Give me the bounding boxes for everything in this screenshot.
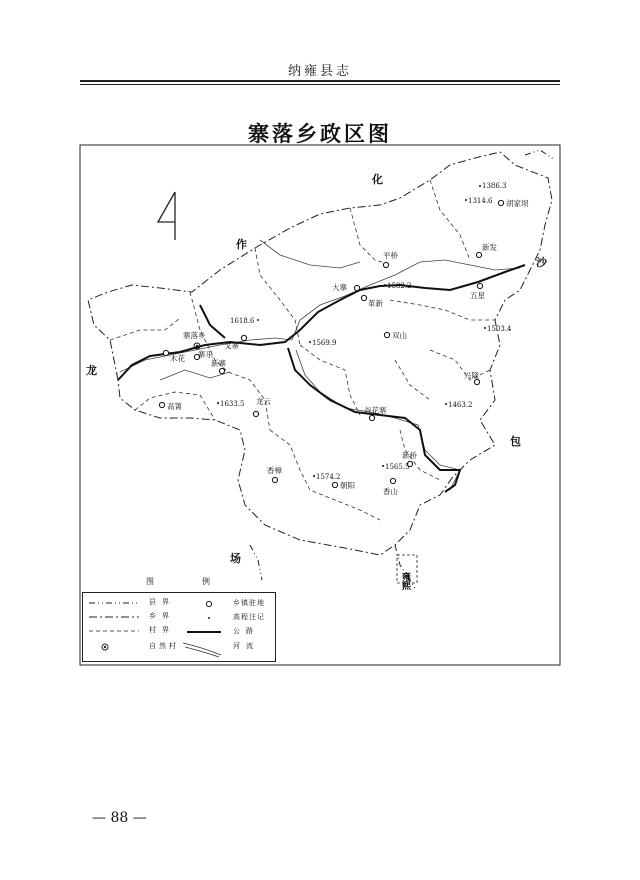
svg-text:1574.2: 1574.2 <box>316 473 341 481</box>
county-boundary <box>250 150 555 588</box>
elev-1463 <box>445 401 473 409</box>
legend-township-seat: 乡镇驻地 <box>233 599 265 607</box>
elevation-points <box>217 182 512 481</box>
place-hujiaba <box>498 198 529 208</box>
svg-text:1582.2: 1582.2 <box>387 282 412 290</box>
place-label: 新桥 <box>402 451 417 460</box>
neighbor-labels <box>86 172 548 565</box>
place-label: 朝阳 <box>340 481 355 490</box>
place-label: 龙云 <box>256 397 271 406</box>
place-label: 大寨 <box>332 283 347 292</box>
village-boundaries <box>110 180 495 520</box>
svg-text:1503.4: 1503.4 <box>487 325 512 333</box>
legend-title-left: 图 <box>146 577 154 586</box>
north-arrow-icon <box>158 192 175 240</box>
place-label: 香山 <box>383 487 398 496</box>
neighbor-long: 龙 <box>86 364 97 377</box>
legend-river: 河流 <box>233 642 259 650</box>
neighbor-yongxi: 雍熙 <box>400 572 410 590</box>
map-title: 寨落乡政区图 <box>248 122 392 146</box>
map-frame <box>80 145 560 665</box>
svg-text:1565.5: 1565.5 <box>385 463 410 471</box>
place-gaoqing <box>159 401 182 411</box>
place-longyun <box>253 396 271 417</box>
place-label: 谷花寨 <box>364 406 387 415</box>
place-label: 寨乐 <box>198 350 213 359</box>
place-label: 革新 <box>368 299 383 308</box>
legend-natural-village: 自然村 <box>149 642 179 650</box>
neighbor-chang: 场 <box>230 552 241 565</box>
place-label: 高箐 <box>167 402 182 411</box>
legend-village-border: 村界 <box>149 626 175 634</box>
elev-1618 <box>230 317 259 325</box>
neighbor-sha: 沙 <box>536 256 547 269</box>
neighbor-zuo: 作 <box>236 238 247 251</box>
elev-1314 <box>465 197 493 205</box>
svg-text:1314.6: 1314.6 <box>468 197 493 205</box>
svg-text:1569.9: 1569.9 <box>312 339 337 347</box>
place-label: 平桥 <box>383 251 398 260</box>
place-label: 木花 <box>170 354 185 363</box>
elev-1633 <box>217 400 245 408</box>
neighbor-bao: 包 <box>510 435 521 448</box>
legend-road: 公路 <box>233 627 259 635</box>
book-header: 纳雍县志 <box>287 64 352 79</box>
place-shuangshan <box>384 330 407 340</box>
elev-1574 <box>313 473 341 481</box>
place-xinglong <box>464 370 480 385</box>
legend-elevation-mark: 高程注记 <box>233 613 265 621</box>
svg-text:1463.2: 1463.2 <box>448 401 473 409</box>
place-guhuazhai <box>364 405 387 421</box>
legend <box>82 592 276 662</box>
place-markers <box>159 198 529 496</box>
place-gexin <box>361 295 383 308</box>
place-xinfa <box>476 242 497 258</box>
place-label: 戈寨 <box>224 341 239 350</box>
elev-1386 <box>479 182 507 190</box>
place-xiangshan <box>383 478 398 496</box>
place-label: 寨落乡 <box>183 331 206 340</box>
legend-county-border: 县界 <box>149 598 175 606</box>
elev-1582 <box>384 282 412 290</box>
place-xinzhai <box>211 358 226 374</box>
elev-1565 <box>382 463 410 471</box>
page-number: — 88 — <box>92 810 147 826</box>
place-xiangzhang <box>267 465 282 483</box>
legend-township-border: 乡界 <box>149 612 175 620</box>
place-chaoyang <box>332 480 355 490</box>
place-label: 胡家坝 <box>506 199 529 208</box>
legend-title-right: 例 <box>202 577 210 586</box>
rivers <box>120 240 520 490</box>
neighbor-hua: 化 <box>372 173 383 186</box>
place-label: 香樟 <box>267 466 282 475</box>
place-wuxing <box>470 283 485 300</box>
svg-text:1618.6: 1618.6 <box>230 317 255 325</box>
place-label: 双山 <box>392 331 407 340</box>
place-zhaile <box>194 349 213 360</box>
elev-1569 <box>309 339 337 347</box>
elev-1503 <box>484 325 512 333</box>
place-pingqiao <box>383 250 398 268</box>
place-label: 兴隆 <box>464 371 479 380</box>
township-boundary <box>88 152 552 555</box>
svg-text:1633.5: 1633.5 <box>220 400 245 408</box>
place-label: 五星 <box>470 291 485 300</box>
place-dazhai <box>332 282 360 292</box>
svg-text:1386.3: 1386.3 <box>482 182 507 190</box>
place-label: 新发 <box>482 243 497 252</box>
place-label: 新寨 <box>211 359 226 368</box>
